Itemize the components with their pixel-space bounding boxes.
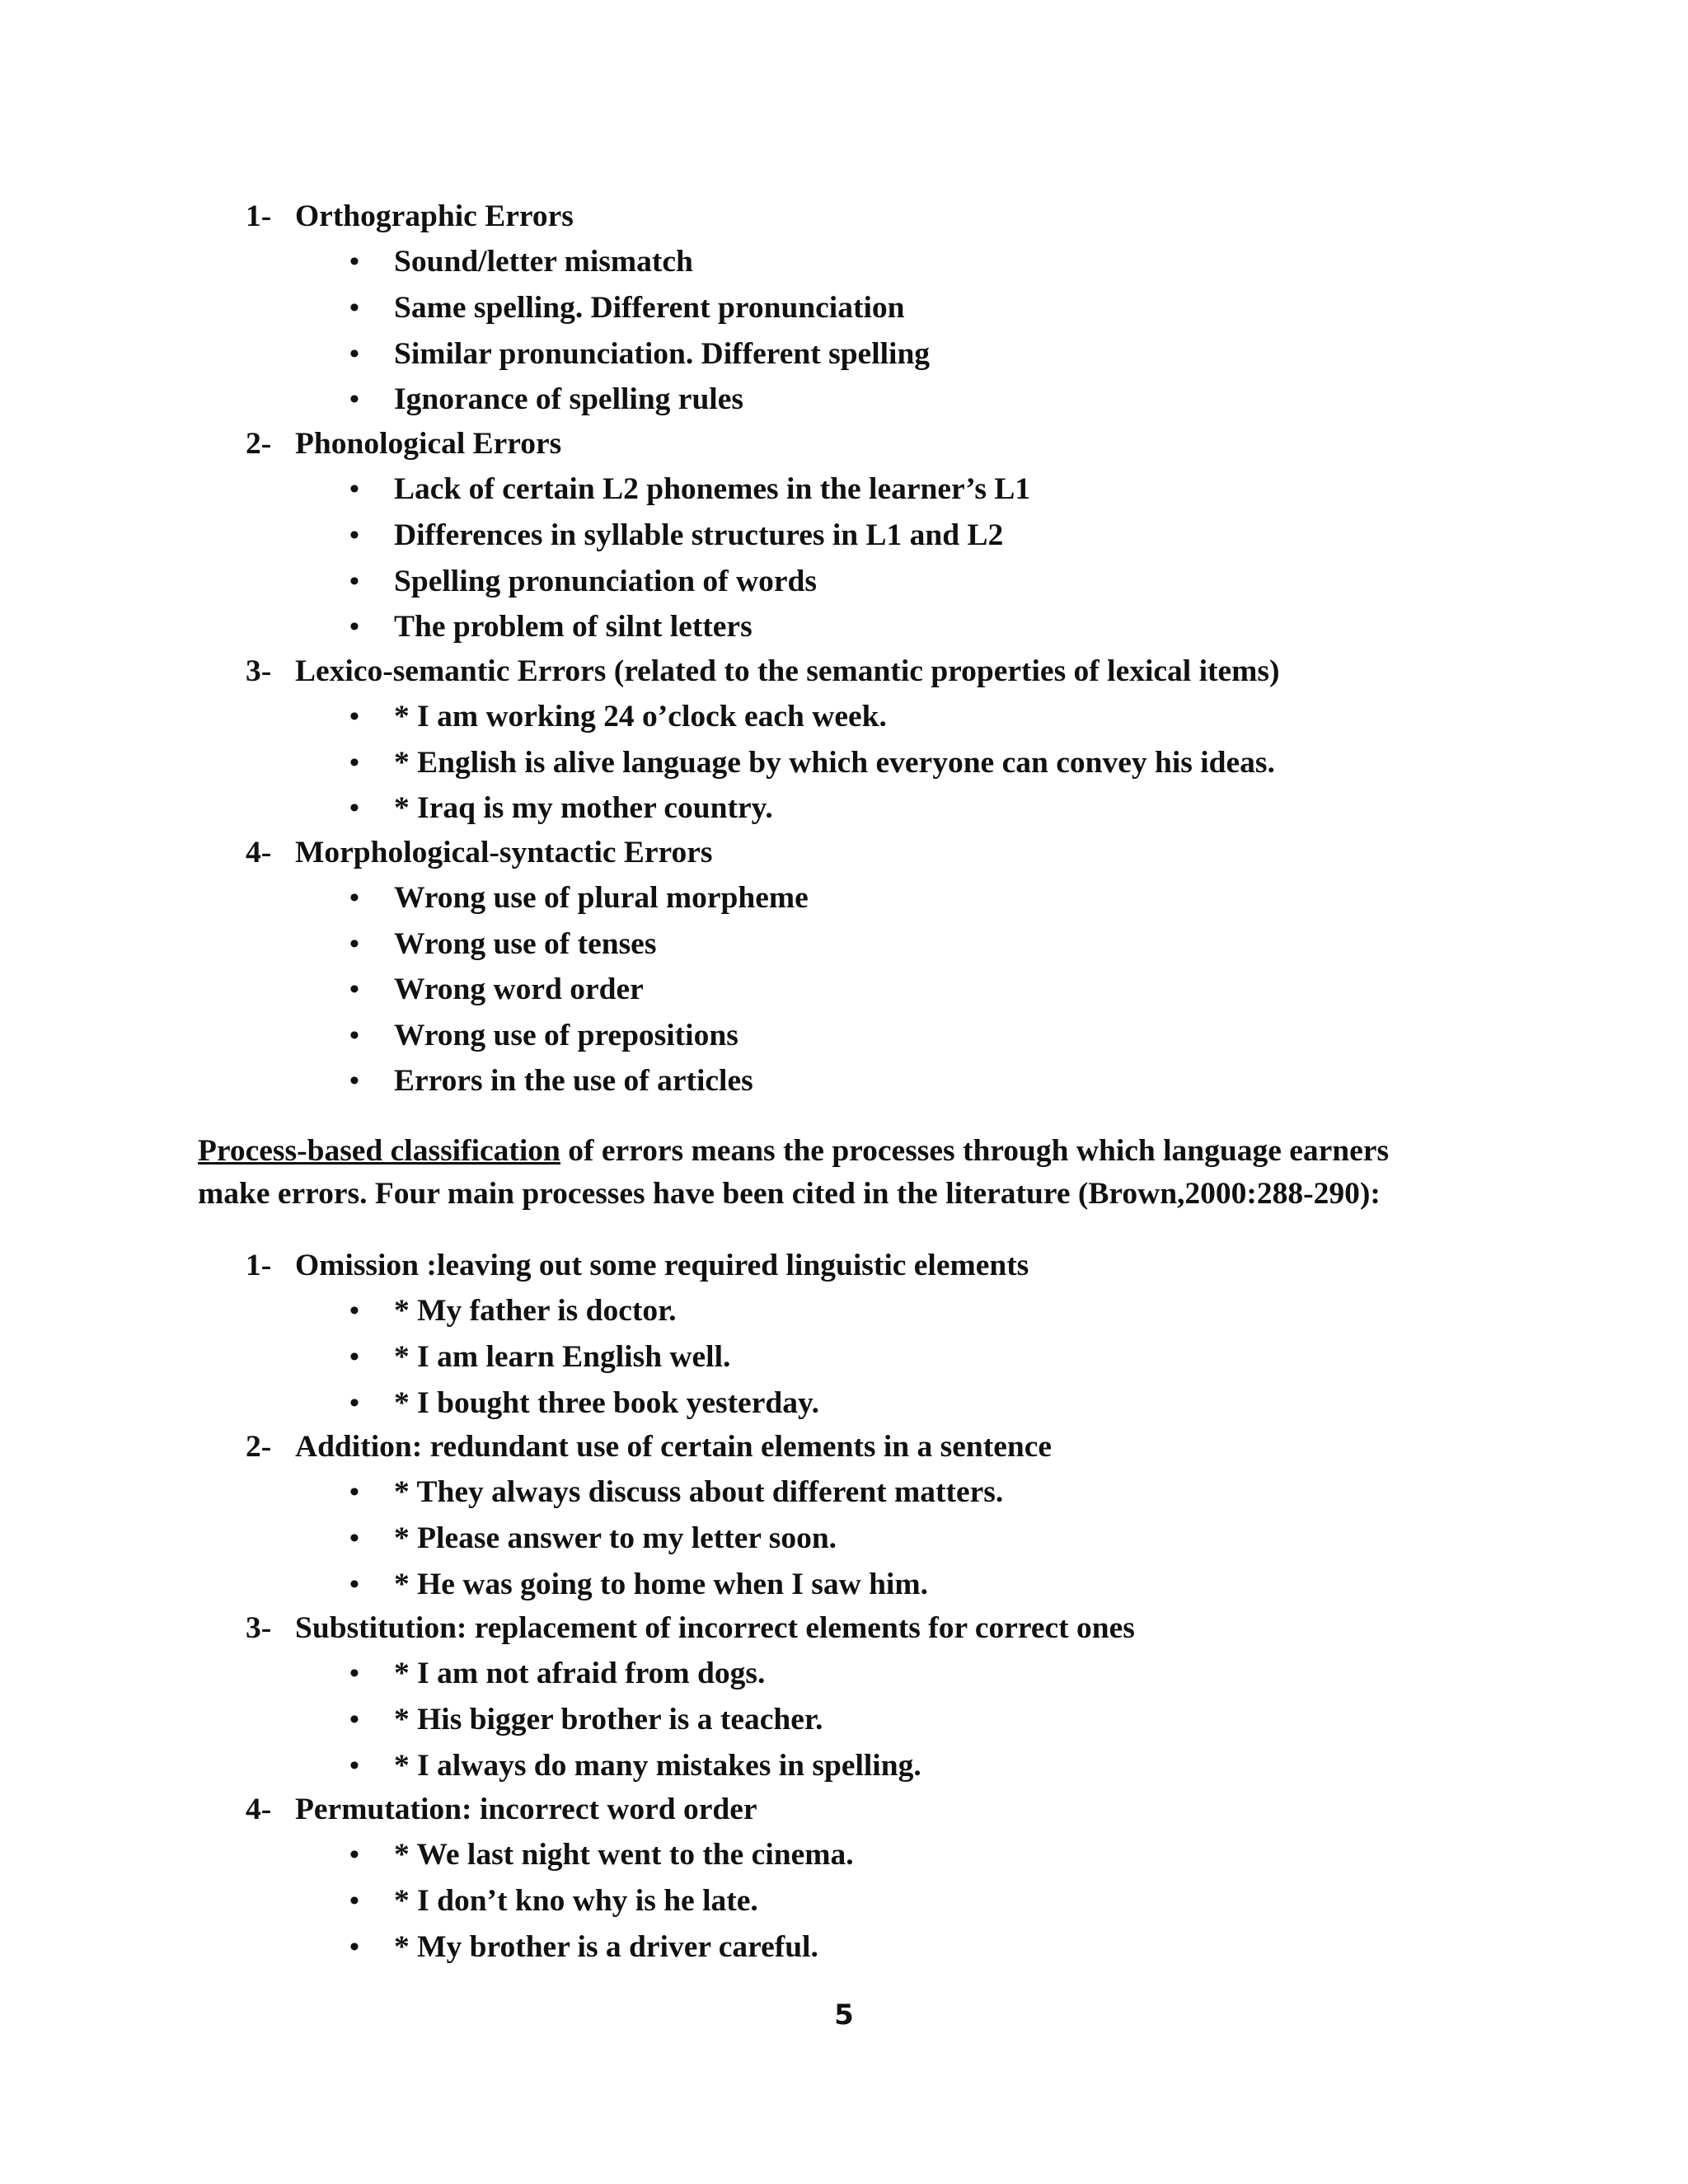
bullet-icon: • — [349, 612, 359, 642]
process-title: Substitution: replacement of incorrect elements for correct ones — [295, 1611, 1135, 1645]
process-number: 3- — [246, 1611, 272, 1645]
bullet-icon: • — [349, 566, 359, 597]
category-number: 3- — [246, 654, 272, 688]
bullet-icon: • — [349, 974, 359, 1005]
category-title: Morphological-syntactic Errors — [295, 836, 713, 869]
bullet-icon: • — [349, 246, 359, 277]
process-title: Permutation: incorrect word order — [295, 1793, 757, 1826]
bullet-icon: • — [349, 883, 359, 913]
category-title: Lexico-semantic Errors (related to the semantic properties of lexical items) — [295, 654, 1280, 688]
category-title: Phonological Errors — [295, 427, 562, 461]
bullet-icon: • — [349, 1388, 359, 1418]
bullet-icon: • — [349, 1020, 359, 1051]
bullet-icon: • — [349, 1296, 359, 1326]
bullet-icon: • — [349, 1704, 359, 1735]
bullet-icon: • — [349, 384, 359, 415]
bullet-icon: • — [349, 1569, 359, 1600]
bullet-icon: • — [349, 339, 359, 369]
underlined-term: Process-based classification — [198, 1134, 560, 1168]
bullet-icon: • — [349, 474, 359, 504]
bullet-icon: • — [349, 793, 359, 823]
category-number: 4- — [246, 836, 272, 869]
bullet-icon: • — [349, 520, 359, 551]
paragraph-line-2: make errors. Four main processes have been cited in the literature (Brown,2000:288-290): — [198, 1177, 1381, 1211]
bullet-icon: • — [349, 293, 359, 323]
bullet-icon: • — [349, 1658, 359, 1689]
bullet-icon: • — [349, 1477, 359, 1507]
bullet-icon: • — [349, 1932, 359, 1962]
bullet-icon: • — [349, 1886, 359, 1916]
process-title: Omission :leaving out some required linguistic elements — [295, 1249, 1029, 1282]
bullet-icon: • — [349, 1066, 359, 1096]
bullet-icon: • — [349, 929, 359, 959]
process-title: Addition: redundant use of certain elements in a sentence — [295, 1430, 1053, 1464]
category-title: Orthographic Errors — [295, 199, 574, 233]
process-number: 2- — [246, 1430, 272, 1464]
paragraph-line-1: Process-based classification of errors means the processes through which language earners — [198, 1134, 1390, 1168]
bullet-icon: • — [349, 1840, 359, 1870]
category-number: 1- — [246, 199, 272, 233]
bullet-icon: • — [349, 1750, 359, 1781]
process-number: 4- — [246, 1793, 272, 1826]
bullet-icon: • — [349, 748, 359, 778]
page-number: 5 — [834, 1999, 854, 2032]
bullet-icon: • — [349, 701, 359, 732]
bullet-icon: • — [349, 1342, 359, 1372]
bullet-icon: • — [349, 1523, 359, 1554]
process-number: 1- — [246, 1249, 272, 1282]
category-number: 2- — [246, 427, 272, 461]
